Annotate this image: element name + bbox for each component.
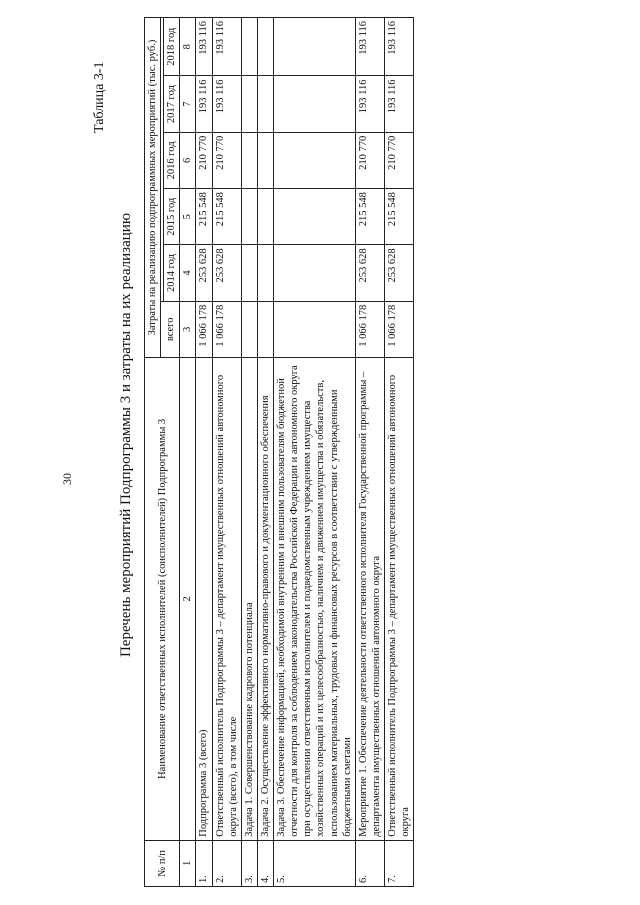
row-name: Ответственный исполнитель Подпрограммы 3 – департамент имущественных отношений автономного округа	[385, 358, 414, 841]
cell-2016: 210 770	[385, 132, 414, 188]
cell-2016: 210 770	[355, 132, 384, 188]
cell-2018	[257, 18, 273, 76]
header-year: 2016 год	[164, 132, 180, 188]
header-row-1	[145, 18, 161, 887]
table-row	[274, 18, 356, 887]
row-name: Мероприятие 1. Обеспечение деятельности ответственного исполнителя Государственной программы – департамента имущественных отношений автономного округа	[355, 358, 384, 841]
cell-2017: 193 116	[196, 76, 212, 132]
table-caption: Таблица 3-1	[92, 61, 107, 133]
cell-2016: 210 770	[196, 132, 212, 188]
column-number: 3	[180, 301, 196, 357]
cell-total: 1 066 178	[355, 301, 384, 357]
row-number: 5.	[274, 840, 356, 886]
header-year: 2014 год	[164, 245, 180, 301]
page-number: 30	[60, 473, 74, 485]
cell-2016	[257, 132, 273, 188]
cell-2018: 193 116	[212, 18, 241, 76]
column-number: 5	[180, 189, 196, 245]
column-number: 4	[180, 245, 196, 301]
column-number: 8	[180, 18, 196, 76]
cell-2018: 193 116	[355, 18, 384, 76]
cell-2018: 193 116	[196, 18, 212, 76]
table-row	[241, 18, 257, 887]
row-name: Задача 1. Совершенствование кадрового потенциала	[241, 358, 257, 841]
cell-2015: 215 548	[196, 189, 212, 245]
cell-2017	[257, 76, 273, 132]
row-name: Задача 2. Осуществление эффективного нормативно-правового и документационного обеспечения	[257, 358, 273, 841]
cell-2015: 215 548	[385, 189, 414, 245]
cell-2017: 193 116	[355, 76, 384, 132]
header-year: 2018 год	[164, 18, 180, 76]
cell-total	[274, 301, 356, 357]
table-row	[355, 18, 384, 887]
row-name: Ответственный исполнитель Подпрограммы 3 – департамент имущественных отношений автономного округа (всего), в том числе	[212, 358, 241, 841]
column-number: 1	[180, 840, 196, 886]
header-name: Наименование ответственных исполнителей (соисполнителей) Подпрограммы 3	[145, 358, 180, 841]
cell-total: 1 066 178	[212, 301, 241, 357]
column-number: 2	[180, 358, 196, 841]
cell-2018	[274, 18, 356, 76]
cell-2014	[257, 245, 273, 301]
row-number: 2.	[212, 840, 241, 886]
cell-2016	[274, 132, 356, 188]
cell-2016	[241, 132, 257, 188]
table-row	[257, 18, 273, 887]
cell-2017	[241, 76, 257, 132]
table-row	[385, 18, 414, 887]
table-row	[196, 18, 212, 887]
cell-2014	[274, 245, 356, 301]
cell-2015: 215 548	[355, 189, 384, 245]
row-number: 6.	[355, 840, 384, 886]
cell-2014: 253 628	[385, 245, 414, 301]
cell-2015	[241, 189, 257, 245]
row-name: Подпрограмма 3 (всего)	[196, 358, 212, 841]
cell-2014: 253 628	[212, 245, 241, 301]
cell-2016: 210 770	[212, 132, 241, 188]
row-number: 7.	[385, 840, 414, 886]
cell-2018: 193 116	[385, 18, 414, 76]
cell-2017	[274, 76, 356, 132]
header-no: № п/п	[145, 840, 180, 886]
header-numbers-row	[180, 18, 196, 887]
cell-2017: 193 116	[212, 76, 241, 132]
page-title: Перечень мероприятий Подпрограммы 3 и затраты на их реализацию	[118, 212, 134, 658]
row-number: 3.	[241, 840, 257, 886]
cell-total	[241, 301, 257, 357]
cell-2014: 253 628	[355, 245, 384, 301]
cell-2014	[241, 245, 257, 301]
header-year: 2015 год	[164, 189, 180, 245]
cell-2018	[241, 18, 257, 76]
header-year: 2017 год	[164, 76, 180, 132]
costs-table	[144, 17, 414, 887]
row-name: Задача 3. Обеспечение информацией, необходимой внутренним и внешним пользователям бюджетной отчетности для контроля за соблюдением законодательства Российской Федерации и автономного округа при осуществлении ответственным исполнителем и подведомственным учреждением имущества хозяйственных операций и их целесообразностью, наличием и движением имущества и обязательств, использованием материальных, трудовых и финансовых ресурсов в соответствии с утвержденными бюджетными сметами	[274, 358, 356, 841]
cell-total: 1 066 178	[196, 301, 212, 357]
header-total: всего	[161, 301, 180, 357]
column-number: 7	[180, 76, 196, 132]
cell-total: 1 066 178	[385, 301, 414, 357]
cell-2014: 253 628	[196, 245, 212, 301]
header-costs: Затраты на реализацию подпрограммных мероприятий (тыс. руб.)	[145, 18, 161, 358]
cell-2015	[257, 189, 273, 245]
column-number: 6	[180, 132, 196, 188]
cell-2015	[274, 189, 356, 245]
cell-2017: 193 116	[385, 76, 414, 132]
row-number: 1.	[196, 840, 212, 886]
row-number: 4.	[257, 840, 273, 886]
table-row	[212, 18, 241, 887]
cell-total	[257, 301, 273, 357]
cell-2015: 215 548	[212, 189, 241, 245]
